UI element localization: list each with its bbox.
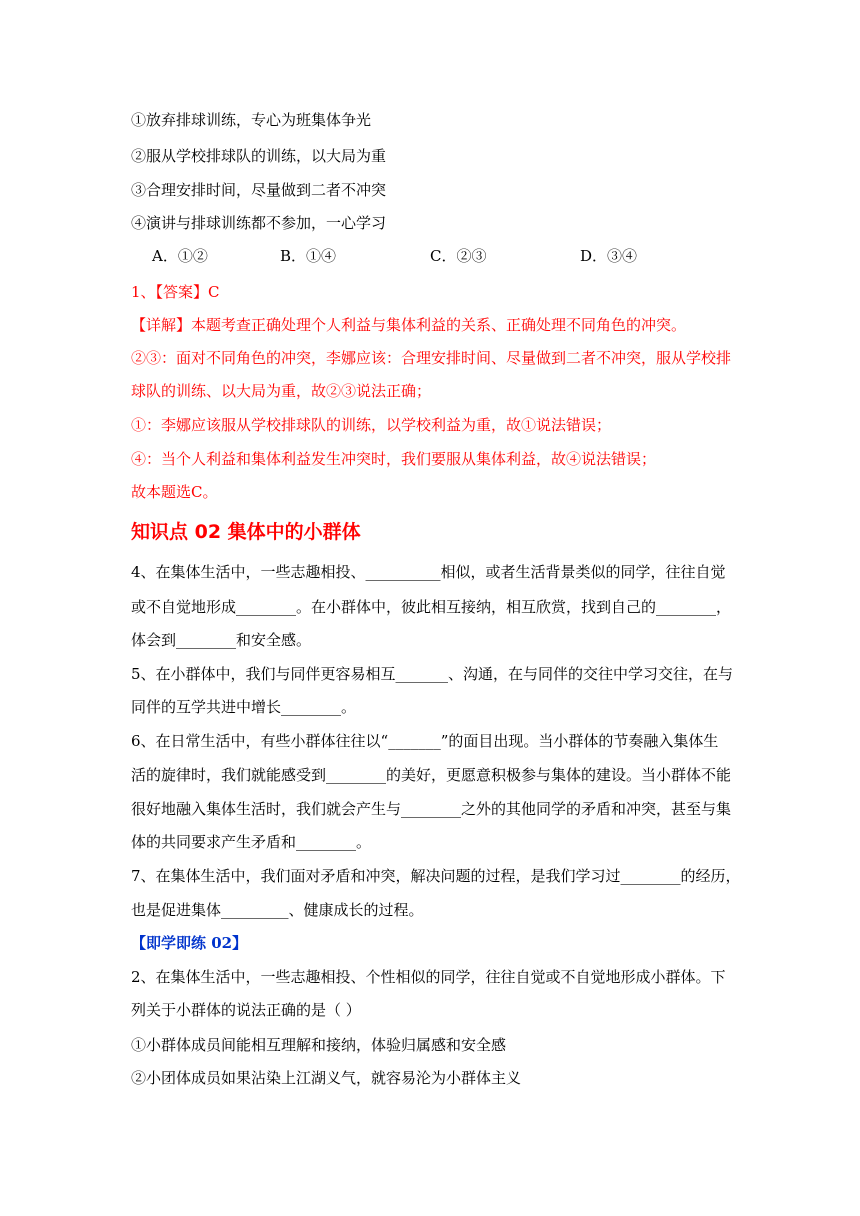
- answer-line-1: ②③：面对不同角色的冲突，李娜应该：合理安排时间、尽量做到二者不冲突，服从学校排: [131, 349, 732, 367]
- practice-item-1: ①小群体成员间能相互理解和接纳，体验归属感和安全感: [131, 1036, 507, 1054]
- answer-label: 1、【答案】C: [131, 283, 220, 301]
- answer-line-3: ①：李娜应该服从学校排球队的训练，以学校利益为重，故①说法错误；: [131, 416, 612, 434]
- section-heading: 知识点 02 集体中的小群体: [131, 521, 361, 543]
- practice-q2-line-2: 列关于小群体的说法正确的是（ ）: [131, 1001, 361, 1019]
- q4-line-1: 4、在集体生活中，一些志趣相投、__________相似，或者生活背景类似的同学，往往自觉: [131, 563, 726, 581]
- option-3: ③合理安排时间，尽量做到二者不冲突: [131, 181, 387, 199]
- q6-line-1: 6、在日常生活中，有些小群体往往以“_______”的面目出现。当小群体的节奏融入集体生: [131, 732, 719, 750]
- option-1: ①放弃排球训练，专心为班集体争光: [131, 111, 372, 129]
- practice-item-2: ②小团体成员如果沾染上江湖义气，就容易沦为小群体主义: [131, 1069, 522, 1087]
- q6-line-3: 很好地融入集体生活时，我们就会产生与________之外的其他同学的矛盾和冲突，甚至与集: [131, 800, 732, 818]
- choice-c: C．②③: [430, 247, 487, 265]
- q4-line-2: 或不自觉地形成________。在小群体中，彼此相互接纳，相互欣赏，找到自己的________，: [131, 598, 732, 616]
- practice-q2-line-1: 2、在集体生活中，一些志趣相投、个性相似的同学，往往自觉或不自觉地形成小群体。下: [131, 968, 726, 986]
- q6-line-2: 活的旋律时，我们就能感受到________的美好，更愿意积极参与集体的建设。当小群体不能: [131, 766, 732, 784]
- q7-line-2: 也是促进集体_________、健康成长的过程。: [131, 901, 424, 919]
- answer-line-5: 故本题选C。: [131, 483, 218, 501]
- q5-line-1: 5、在小群体中，我们与同伴更容易相互_______、沟通，在与同伴的交往中学习交往，在与: [131, 665, 734, 683]
- answer-line-4: ④：当个人利益和集体利益发生冲突时，我们要服从集体利益，故④说法错误；: [131, 450, 657, 468]
- q7-line-1: 7、在集体生活中，我们面对矛盾和冲突，解决问题的过程，是我们学习过________的经历，: [131, 867, 741, 885]
- practice-label: 【即学即练 02】: [131, 934, 248, 952]
- choice-a: A．①②: [152, 247, 208, 265]
- option-4: ④演讲与排球训练都不参加，一心学习: [131, 214, 387, 232]
- choice-d: D．③④: [580, 247, 638, 265]
- q6-line-4: 体的共同要求产生矛盾和________。: [131, 833, 372, 851]
- choice-b: B．①④: [280, 247, 337, 265]
- q4-line-3: 体会到________和安全感。: [131, 631, 312, 649]
- q5-line-2: 同伴的互学共进中增长________。: [131, 698, 357, 716]
- answer-line-2: 球队的训练、以大局为重，故②③说法正确；: [131, 382, 432, 400]
- option-2: ②服从学校排球队的训练，以大局为重: [131, 147, 387, 165]
- answer-detail: 【详解】本题考查正确处理个人利益与集体利益的关系、正确处理不同角色的冲突。: [131, 316, 687, 334]
